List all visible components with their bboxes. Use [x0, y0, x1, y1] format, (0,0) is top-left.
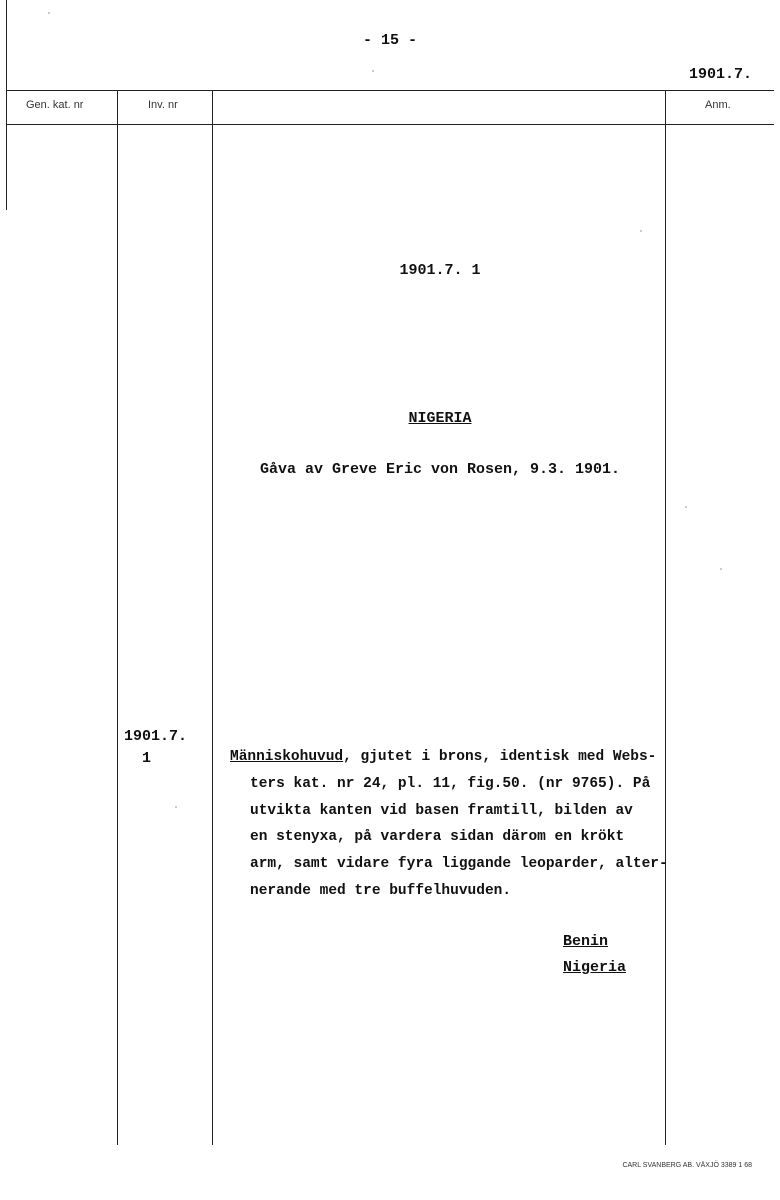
scan-speck — [48, 12, 50, 14]
column-heading-gen-kat-nr: Gen. kat. nr — [26, 99, 84, 111]
donor-note: Gåva av Greve Eric von Rosen, 9.3. 1901. — [259, 461, 621, 478]
scan-speck — [720, 568, 722, 570]
location-city: Benin — [563, 933, 609, 950]
description-line: arm, samt vidare fyra liggande leoparder, alter- — [250, 856, 668, 873]
description-line: en stenyxa, på vardera sidan därom en krökt — [250, 829, 625, 846]
page-number: - 15 - — [362, 32, 417, 49]
scan-speck — [685, 506, 687, 508]
description-line: utvikta kanten vid basen framtill, bilden av — [250, 802, 633, 819]
inventory-id: 1901.7. — [124, 728, 188, 745]
column-heading-anm: Anm. — [705, 99, 731, 111]
column-heading-inv-nr: Inv. nr — [148, 99, 178, 111]
scan-speck — [175, 806, 177, 808]
object-description — [230, 744, 668, 905]
description-line — [230, 744, 657, 771]
column-divider-2 — [212, 90, 213, 1145]
header-rule-bottom — [6, 124, 774, 125]
left-margin-line — [6, 0, 7, 210]
header-rule-top — [6, 90, 774, 91]
location-country: Nigeria — [563, 959, 627, 976]
scan-speck — [640, 230, 642, 232]
collection-id: 1901.7. 1 — [399, 262, 481, 279]
printer-imprint: CARL SVANBERG AB. VÄXJÖ 3389 1 68 — [622, 1162, 752, 1169]
collection-region: NIGERIA — [408, 410, 472, 427]
scan-speck — [372, 70, 374, 72]
object-title: Människohuvud — [230, 749, 344, 765]
column-divider-3 — [665, 90, 666, 1145]
description-line: nerande med tre buffelhuvuden. — [250, 882, 512, 899]
inventory-number: 1 — [142, 750, 152, 767]
acquisition-id-header: 1901.7. — [688, 66, 752, 83]
column-divider-1 — [117, 90, 118, 1145]
description-line-rest: , gjutet i brons, identisk med Webs- — [343, 749, 657, 765]
description-line: ters kat. nr 24, pl. 11, fig.50. (nr 9765). På — [250, 775, 651, 792]
